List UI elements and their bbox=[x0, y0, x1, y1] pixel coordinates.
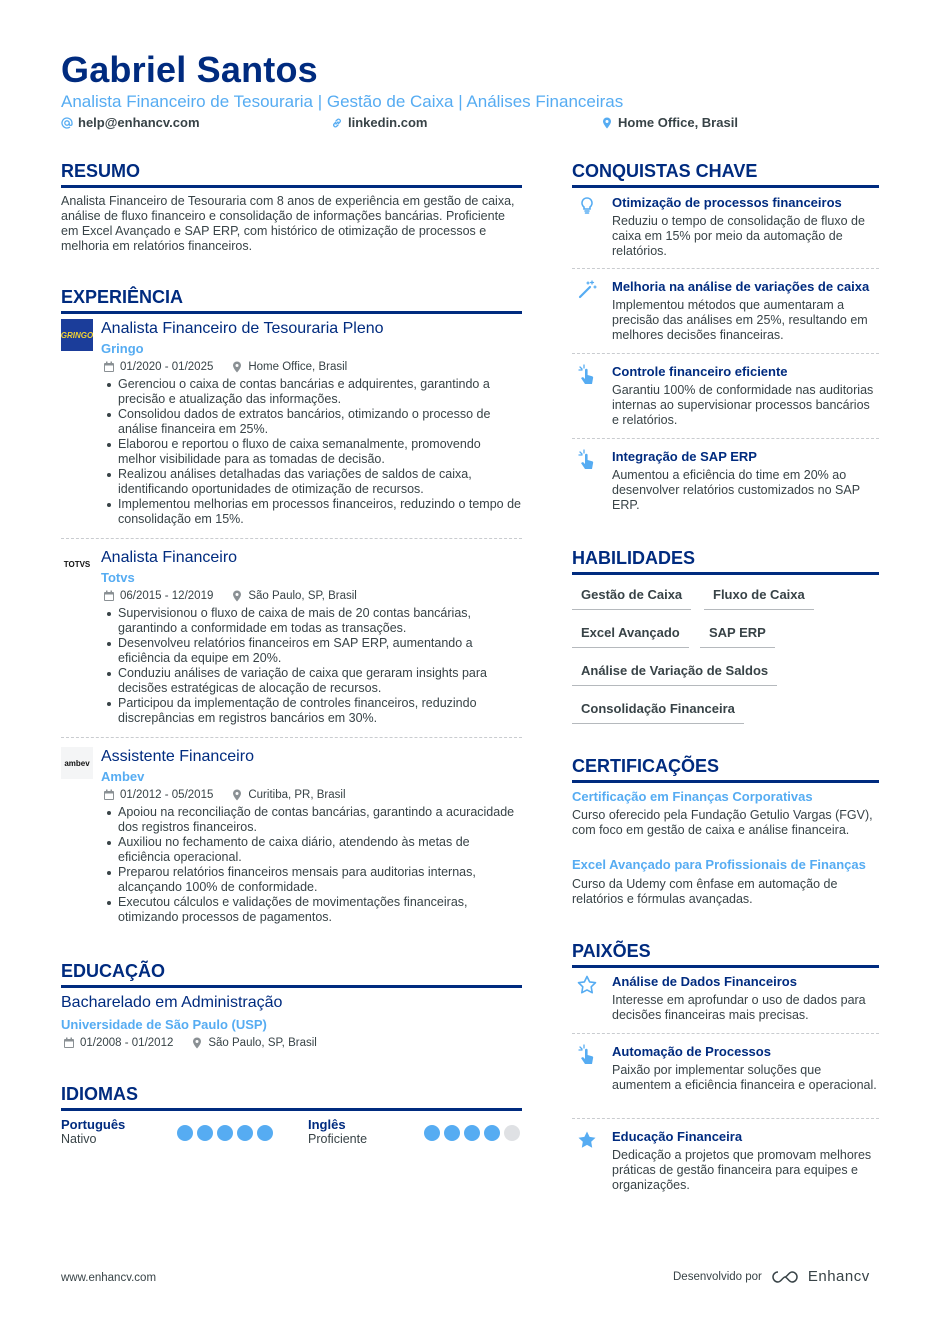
link-icon bbox=[331, 117, 343, 129]
job-bullet: Implementou melhorias em processos financeiros, reduzindo o tempo de consolidação em 15%. bbox=[118, 497, 521, 526]
rating-dot bbox=[217, 1125, 233, 1141]
language-level: Proficiente bbox=[308, 1132, 368, 1146]
contact-email[interactable] bbox=[61, 115, 200, 131]
education-degree: Bacharelado em Administração bbox=[61, 994, 283, 1011]
job-bullets bbox=[118, 805, 522, 925]
calendar-icon bbox=[103, 590, 115, 602]
company-name[interactable]: Gringo bbox=[101, 341, 144, 356]
rating-dot bbox=[177, 1125, 193, 1141]
divider bbox=[572, 1118, 879, 1119]
lightbulb-icon bbox=[576, 195, 598, 217]
certification-title[interactable]: Certificação em Finanças Corporativas bbox=[572, 789, 813, 804]
achievement-desc: Reduziu o tempo de consolidação de fluxo de caixa em 15% por meio da automação de relatórios. bbox=[612, 214, 865, 258]
passion-desc: Dedicação a projetos que promovam melhores práticas de gestão financeira para equipes e organizações. bbox=[612, 1148, 872, 1192]
job-bullets bbox=[118, 606, 522, 726]
job-bullet: Conduziu análises de variação de caixa que geraram insights para decisões estratégicas de alocação de recursos. bbox=[118, 666, 522, 696]
certification-desc: Curso oferecido pela Fundação Getulio Vargas (FGV), com foco em gestão de caixa e análise financeira. bbox=[572, 808, 873, 837]
rating-dot bbox=[464, 1125, 480, 1141]
passion-desc: Interesse em aprofundar o uso de dados para decisões financeiras mais precisas. bbox=[612, 993, 866, 1022]
passion-desc: Paixão por implementar soluções que aumentem a eficiência financeira e operacional. bbox=[612, 1063, 877, 1092]
rating-dot bbox=[257, 1125, 273, 1141]
certification-title[interactable]: Excel Avançado para Profissionais de Finanças bbox=[572, 857, 866, 872]
job-location: Home Office, Brasil bbox=[248, 361, 348, 373]
magic-wand-icon bbox=[576, 279, 598, 301]
passion-title: Automação de Processos bbox=[612, 1044, 771, 1059]
at-sign-icon bbox=[61, 117, 73, 129]
star-filled-icon bbox=[576, 1129, 598, 1151]
company-name[interactable]: Ambev bbox=[101, 769, 145, 784]
skill-tag: SAP ERP bbox=[700, 625, 775, 648]
section-title-certifications: CERTIFICAÇÕES bbox=[572, 755, 879, 783]
rating-dot bbox=[484, 1125, 500, 1141]
job-bullet: Preparou relatórios financeiros mensais para auditorias internas, alcançando 100% de conformidade. bbox=[118, 865, 522, 895]
company-logo-ambev bbox=[61, 747, 93, 779]
language-level: Nativo bbox=[61, 1132, 97, 1146]
map-pin-icon bbox=[231, 789, 243, 801]
map-pin-icon bbox=[231, 590, 243, 602]
achievement-title: Controle financeiro eficiente bbox=[612, 364, 788, 379]
passion-title: Análise de Dados Financeiros bbox=[612, 974, 797, 989]
hand-pointer-icon bbox=[576, 449, 598, 471]
education-school[interactable]: Universidade de São Paulo (USP) bbox=[61, 1017, 267, 1032]
hand-pointer-icon bbox=[576, 1044, 598, 1066]
job-bullet: Apoiou na reconciliação de contas bancárias, garantindo a acuracidade dos registros financeiros. bbox=[118, 805, 522, 835]
footer-branding[interactable] bbox=[673, 1268, 870, 1285]
skill-tag: Fluxo de Caixa bbox=[704, 587, 814, 610]
location-text: Home Office, Brasil bbox=[618, 115, 738, 130]
achievement-desc: Implementou métodos que aumentaram a precisão das análises em 25%, resultando em melhores decisões financeiras. bbox=[612, 298, 868, 342]
company-logo-totvs bbox=[61, 548, 93, 580]
job-bullet: Elaborou e reportou o fluxo de caixa semanalmente, promovendo melhor visibilidade para as tomadas de decisão. bbox=[118, 437, 522, 467]
divider bbox=[572, 1033, 879, 1034]
achievement-title: Melhoria na análise de variações de caixa bbox=[612, 279, 870, 294]
education-location: São Paulo, SP, Brasil bbox=[208, 1037, 317, 1049]
section-title-summary: RESUMO bbox=[61, 160, 522, 188]
job-bullets bbox=[118, 377, 522, 527]
job-location: São Paulo, SP, Brasil bbox=[248, 590, 357, 602]
job-meta bbox=[103, 788, 346, 802]
divider bbox=[61, 737, 522, 738]
candidate-name: Gabriel Santos bbox=[61, 49, 318, 90]
company-logo-text: GRINGO bbox=[60, 330, 94, 340]
job-dates: 06/2015 - 12/2019 bbox=[120, 590, 214, 602]
job-dates: 01/2020 - 01/2025 bbox=[120, 361, 214, 373]
star-outline-icon bbox=[576, 974, 598, 996]
job-meta bbox=[103, 360, 347, 374]
education-dates: 01/2008 - 01/2012 bbox=[80, 1037, 174, 1049]
language-name: Inglês bbox=[308, 1117, 346, 1132]
company-logo-gringo bbox=[61, 319, 93, 351]
summary-text: Analista Financeiro de Tesouraria com 8 anos de experiência em gestão de caixa, análise de fluxo financeiro e consolidação de informações bancárias. Proficiente em Excel Avançado e SAP ERP, com histórico de otimização de processos e melhoria em relatórios financeiros. bbox=[61, 194, 515, 253]
job-bullet: Desenvolveu relatórios financeiros em SAP ERP, aumentando a eficiência da equipe em 20%. bbox=[118, 636, 522, 666]
section-title-experience: EXPERIÊNCIA bbox=[61, 286, 522, 314]
language-rating bbox=[177, 1125, 273, 1141]
rating-dot bbox=[424, 1125, 440, 1141]
divider bbox=[572, 438, 879, 439]
calendar-icon bbox=[103, 361, 115, 373]
divider bbox=[61, 538, 522, 539]
footer-website[interactable]: www.enhancv.com bbox=[61, 1272, 157, 1284]
linkedin-text: linkedin.com bbox=[348, 115, 428, 130]
job-title: Assistente Financeiro bbox=[101, 748, 254, 765]
section-title-skills: HABILIDADES bbox=[572, 547, 879, 575]
education-meta bbox=[63, 1036, 317, 1050]
company-logo-text: ambev bbox=[64, 758, 90, 768]
job-bullet: Executou cálculos e validações de movimentações financeiras, otimizando processos de pagamentos. bbox=[118, 895, 522, 925]
company-name[interactable]: Totvs bbox=[101, 570, 135, 585]
job-meta bbox=[103, 589, 357, 603]
certification-desc: Curso da Udemy com ênfase em automação de relatórios e fórmulas avançadas. bbox=[572, 877, 838, 906]
job-bullet: Gerenciou o caixa de contas bancárias e adquirentes, garantindo a precisão e atualização das informações. bbox=[118, 377, 522, 407]
passion-title: Educação Financeira bbox=[612, 1129, 743, 1144]
rating-dot-empty bbox=[504, 1125, 520, 1141]
achievement-desc: Aumentou a eficiência do time em 20% ao desenvolver relatórios customizados no SAP ERP. bbox=[612, 468, 860, 512]
calendar-icon bbox=[63, 1037, 75, 1049]
job-bullet: Supervisionou o fluxo de caixa de mais de 20 contas bancárias, garantindo a conformidade em todas as transações. bbox=[118, 606, 522, 636]
job-bullet: Auxiliou no fechamento de caixa diário, atendendo às metas de eficiência operacional. bbox=[118, 835, 522, 865]
calendar-icon bbox=[103, 789, 115, 801]
divider bbox=[572, 268, 879, 269]
powered-by-text: Desenvolvido por bbox=[673, 1270, 762, 1283]
achievement-title: Otimização de processos financeiros bbox=[612, 195, 842, 210]
brand-name: Enhancv bbox=[807, 1268, 870, 1285]
map-pin-icon bbox=[231, 361, 243, 373]
skill-tag: Excel Avançado bbox=[572, 625, 689, 648]
section-title-languages: IDIOMAS bbox=[61, 1083, 522, 1111]
job-title: Analista Financeiro de Tesouraria Pleno bbox=[101, 320, 384, 337]
candidate-headline: Analista Financeiro de Tesouraria | Gestão de Caixa | Análises Financeiras bbox=[61, 92, 624, 111]
skill-tag: Consolidação Financeira bbox=[572, 701, 744, 724]
company-logo-text: TOTVS bbox=[63, 559, 91, 569]
divider bbox=[572, 353, 879, 354]
rating-dot bbox=[197, 1125, 213, 1141]
section-title-achievements: CONQUISTAS CHAVE bbox=[572, 160, 879, 188]
job-dates: 01/2012 - 05/2015 bbox=[120, 789, 214, 801]
job-location: Curitiba, PR, Brasil bbox=[248, 789, 346, 801]
skill-tag: Análise de Variação de Saldos bbox=[572, 663, 777, 686]
job-bullet: Consolidou dados de extratos bancários, otimizando o processo de análise financeira em 25%. bbox=[118, 407, 522, 437]
section-title-passions: PAIXÕES bbox=[572, 940, 879, 968]
job-bullet: Realizou análises detalhadas das variações de saldos de caixa, identificando oportunidades de otimização de recursos. bbox=[118, 467, 522, 497]
skill-tag: Gestão de Caixa bbox=[572, 587, 691, 610]
language-rating bbox=[424, 1125, 520, 1141]
rating-dot bbox=[444, 1125, 460, 1141]
job-bullet: Participou da implementação de controles financeiros, reduzindo discrepâncias em registros bancários em 30%. bbox=[118, 696, 522, 726]
rating-dot bbox=[237, 1125, 253, 1141]
enhancv-logo-icon bbox=[770, 1269, 800, 1285]
map-pin-icon bbox=[601, 117, 613, 129]
email-text: help@enhancv.com bbox=[78, 115, 200, 130]
contact-linkedin[interactable] bbox=[331, 115, 427, 131]
achievement-desc: Garantiu 100% de conformidade nas auditorias internas ao supervisionar processos bancários e relatórios. bbox=[612, 383, 874, 427]
map-pin-icon bbox=[191, 1037, 203, 1049]
hand-pointer-icon bbox=[576, 364, 598, 386]
contact-location bbox=[601, 115, 738, 131]
job-title: Analista Financeiro bbox=[101, 549, 238, 566]
achievement-title: Integração de SAP ERP bbox=[612, 449, 757, 464]
section-title-education: EDUCAÇÃO bbox=[61, 960, 522, 988]
language-name: Português bbox=[61, 1117, 126, 1132]
